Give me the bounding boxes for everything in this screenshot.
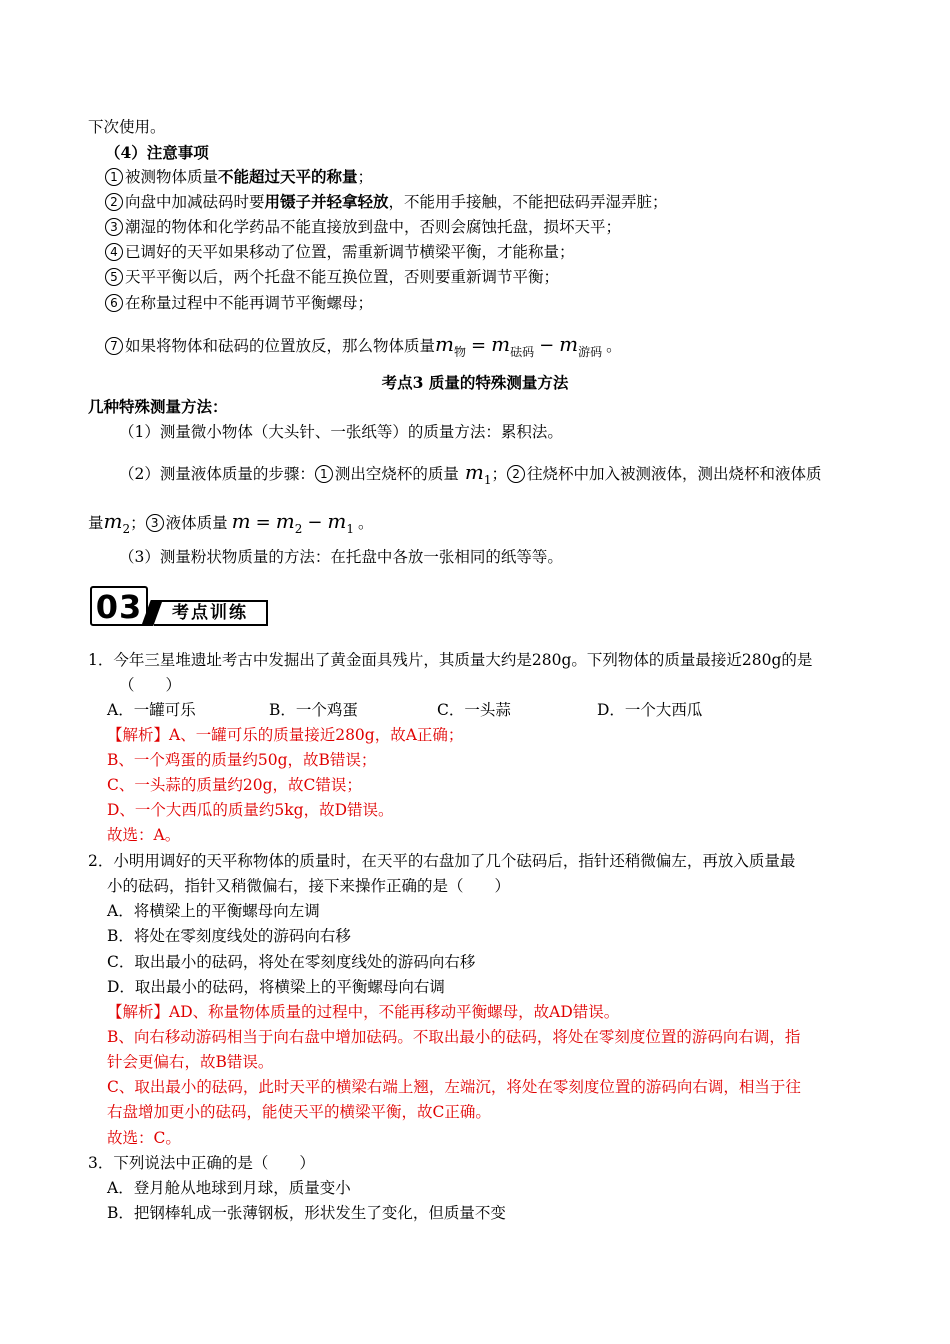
option-a: A．登月舱从地球到月球，质量变小	[107, 1179, 351, 1197]
circled-number: 4	[105, 243, 123, 261]
period: 。	[358, 514, 374, 532]
circled-number: 7	[105, 337, 123, 355]
note-item	[105, 292, 373, 314]
section-banner	[90, 586, 270, 628]
note-item	[105, 241, 575, 263]
math-m: m	[435, 332, 454, 356]
analysis-line: D、一个大西瓜的质量约5kg，故D错误。	[107, 801, 394, 819]
math-m: m	[327, 509, 347, 533]
analysis-line: C、一头蒜的质量约20g，故C错误；	[107, 776, 362, 794]
note-bold-text: 不能超过天平的称量	[218, 167, 358, 186]
analysis-text: AD、称量物体质量的过程中，不能再移动平衡螺母，故AD错误。	[169, 1003, 620, 1021]
circled-number: 6	[105, 294, 123, 312]
answer-line: 故选：A。	[107, 826, 181, 844]
continuation-text: 下次使用。	[88, 118, 166, 136]
note-text: 已调好的天平如果移动了位置，需重新调节横梁平衡，才能称量；	[125, 243, 575, 261]
note-item-formula	[105, 331, 622, 365]
section-subheading: 几种特殊测量方法：	[88, 397, 228, 416]
period: 。	[606, 337, 622, 355]
circled-number: 3	[146, 514, 164, 532]
math-m: m	[491, 332, 511, 356]
subscript: 1	[346, 522, 355, 536]
note-item	[105, 166, 373, 188]
option-d: D．取出最小的砝码，将横梁上的平衡螺母向右调	[107, 978, 445, 996]
step-1-text: 测出空烧杯的质量	[334, 465, 459, 483]
analysis-line: 右盘增加更小的砝码，能使天平的横梁平衡，故C正确。	[107, 1103, 491, 1121]
analysis-line: B、一个鸡蛋的质量约50g，故B错误；	[107, 751, 377, 769]
option-a: A．一罐可乐	[107, 701, 196, 719]
option-c: C．取出最小的砝码，将处在零刻度线处的游码向右移	[107, 953, 476, 971]
analysis-line	[107, 724, 463, 746]
circled-number: 3	[105, 218, 123, 236]
section-title: 考点3 质量的特殊测量方法	[381, 373, 569, 392]
math-m: m	[464, 460, 484, 484]
analysis-line: C、取出最小的砝码，此时天平的横梁右端上翘，左端沉，将处在零刻度位置的游码向右调，相当于往	[107, 1078, 801, 1096]
subscript: 物	[453, 345, 466, 359]
subscript: 1	[483, 473, 492, 487]
note-item	[105, 216, 621, 238]
question-1-blank: （ ）	[119, 676, 182, 694]
analysis-line: B、向右移动游码相当于向右盘中增加砝码。不取出最小的砝码，将处在零刻度位置的游码向右调，指	[107, 1028, 801, 1046]
method-item-2-cont	[88, 508, 374, 542]
note-text: 如果将物体和砝码的位置放反，那么物体质量	[125, 337, 436, 355]
step-3-text: 液体质量	[165, 514, 228, 532]
note-text-tail: ，不能用手接触，不能把砝码弄湿弄脏；	[388, 193, 668, 211]
circled-number: 1	[315, 465, 333, 483]
note-text: 潮湿的物体和化学药品不能直接放到盘中，否则会腐蚀托盘，损坏天平；	[125, 218, 622, 236]
method-item-3: （3）测量粉状物质量的方法：在托盘中各放一张相同的纸等等。	[119, 548, 563, 566]
option-b: B．一个鸡蛋	[269, 701, 358, 719]
analysis-line	[107, 1001, 619, 1023]
circled-number: 1	[105, 168, 123, 186]
note-text: 在称量过程中不能再调节平衡螺母；	[125, 294, 374, 312]
minus-sign: −	[307, 512, 323, 533]
subscript: 2	[122, 522, 131, 536]
analysis-tag: 【解析】	[107, 726, 170, 744]
banner-label: 考点训练	[154, 600, 268, 626]
option-b: B．把钢棒轧成一张薄钢板，形状发生了变化，但质量不变	[107, 1204, 506, 1222]
step-2-text: 往烧杯中加入被测液体，测出烧杯和液体质	[527, 465, 822, 483]
note-item	[105, 191, 668, 213]
banner-number: 03	[90, 586, 148, 626]
note-text: 向盘中加减砝码时要	[125, 193, 265, 211]
minus-sign: −	[539, 335, 555, 356]
circled-number: 5	[105, 268, 123, 286]
notes-heading: （4）注意事项	[105, 143, 209, 162]
math-m: m	[559, 332, 579, 356]
question-2-stem: 2．小明用调好的天平称物体的质量时，在天平的右盘加了几个砝码后，指针还稍微偏左，再放入质量最	[88, 852, 796, 870]
separator: ；	[491, 465, 508, 483]
method-item-1: （1）测量微小物体（大头针、一张纸等）的质量方法：累积法。	[119, 423, 563, 441]
subscript: 游码	[578, 345, 603, 359]
method-item-2	[119, 459, 822, 493]
question-3-stem: 3．下列说法中正确的是（ ）	[88, 1154, 315, 1172]
option-a: A．将横梁上的平衡螺母向左调	[107, 902, 320, 920]
note-text: 被测物体质量	[125, 168, 219, 186]
math-m: m	[103, 509, 123, 533]
question-2-stem-cont: 小的砝码，指针又稍微偏右，接下来操作正确的是（ ）	[107, 877, 511, 895]
continuation-char: 量	[88, 514, 104, 532]
math-m: m	[275, 509, 295, 533]
circled-number: 2	[507, 465, 525, 483]
separator: ；	[130, 514, 146, 532]
note-item	[105, 266, 559, 288]
answer-line: 故选：C。	[107, 1129, 181, 1147]
circled-number: 2	[105, 193, 123, 211]
analysis-text: A、一罐可乐的质量接近280g，故A正确；	[169, 726, 464, 744]
subscript: 砝码	[510, 345, 535, 359]
equals-sign: =	[255, 512, 271, 533]
equals-sign: =	[471, 335, 487, 356]
option-b: B．将处在零刻度线处的游码向右移	[107, 927, 351, 945]
note-bold-text: 用镊子并轻拿轻放	[264, 192, 389, 211]
method-item-2-lead: （2）测量液体质量的步骤：	[119, 465, 315, 483]
note-text-tail: ；	[357, 168, 374, 186]
question-1-stem: 1．今年三星堆遗址考古中发掘出了黄金面具残片，其质量大约是280g。下列物体的质量最接近280g的是	[88, 651, 813, 669]
option-d: D．一个大西瓜	[597, 701, 703, 719]
subscript: 2	[294, 522, 303, 536]
note-text: 天平平衡以后，两个托盘不能互换位置，否则要重新调节平衡；	[125, 268, 560, 286]
analysis-tag: 【解析】	[107, 1003, 170, 1021]
math-m: m	[231, 509, 251, 533]
option-c: C．一头蒜	[437, 701, 511, 719]
analysis-line: 针会更偏右，故B错误。	[107, 1053, 274, 1071]
